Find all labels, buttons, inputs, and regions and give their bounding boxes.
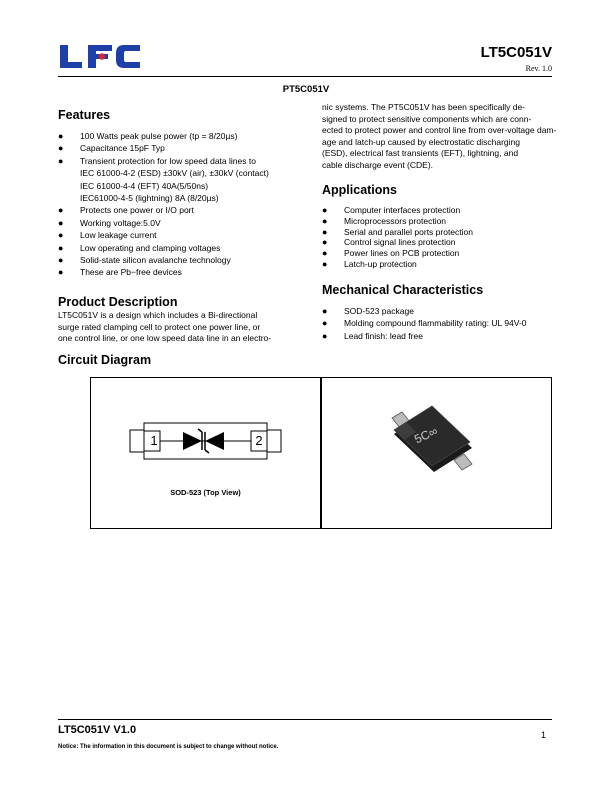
feature-item: ● Capacitance 15pF Typ xyxy=(58,143,165,154)
description-line: one control line, or one low speed data line in an electro- xyxy=(58,333,272,344)
bullet-icon: ● xyxy=(322,226,328,237)
pin1-label: 1 xyxy=(150,433,158,448)
bullet-icon: ● xyxy=(58,217,64,228)
description-line: signed to protect sensitive components which are conn- xyxy=(322,113,532,124)
features-section xyxy=(58,108,308,279)
feature-item: ● 100 Watts peak pulse power (tp = 8/20µs) xyxy=(58,131,238,141)
footer-title: LT5C051V V1.0 xyxy=(58,724,137,736)
mechanical-item: ● Lead finish: lead free xyxy=(322,330,423,341)
feature-sub-item: IEC 61000-4-2 (ESD) ±30kV (air), ±30kV (contact) xyxy=(80,168,269,179)
bullet-icon: ● xyxy=(322,205,328,215)
description-line: cable discharge event (CDE). xyxy=(322,159,434,170)
description-line: ected to protect power and control line from over-voltage dam- xyxy=(322,125,557,136)
feature-item: ● Solid-state silicon avalanche technology xyxy=(58,255,231,266)
description-line: LT5C051V is a design which includes a Bi-directional xyxy=(58,310,258,320)
mechanical-item: ● Molding compound flammability rating: UL 94V-0 xyxy=(322,318,527,329)
bullet-icon: ● xyxy=(322,318,328,329)
description-line: nic systems. The PT5C051V has been specifically de- xyxy=(322,102,525,112)
feature-item: ● Low leakage current xyxy=(58,230,157,241)
product-description-section xyxy=(58,295,308,345)
footer-notice: Notice: The information in this document is subject to change without notice. xyxy=(58,744,279,750)
package-caption: SOD-523 (Top View) xyxy=(170,488,241,497)
feature-item: ● Low operating and clamping voltages xyxy=(58,242,221,253)
bullet-icon: ● xyxy=(58,205,64,216)
product-description-heading: Product Description xyxy=(58,295,178,309)
description-line: surge rated clamping cell to protect one power line, or xyxy=(58,321,261,332)
page-number: 1 xyxy=(540,730,546,740)
features-heading: Features xyxy=(58,108,111,122)
applications-heading: Applications xyxy=(322,183,398,197)
footer-rule xyxy=(58,719,552,720)
part-number: LT5C051V xyxy=(480,44,552,61)
mechanical-section xyxy=(322,283,558,342)
application-item: ● Microprocessors protection xyxy=(322,215,447,226)
bullet-icon: ● xyxy=(58,155,64,166)
package-photo-box xyxy=(321,377,552,529)
application-item: ● Latch-up protection xyxy=(322,258,417,269)
application-item: ● Control signal lines protection xyxy=(322,237,456,248)
bullet-icon: ● xyxy=(58,267,64,278)
circuit-heading: Circuit Diagram xyxy=(58,353,152,367)
bullet-icon: ● xyxy=(58,131,64,141)
feature-item: ● Protects one power or I/O port xyxy=(58,205,194,216)
revision: Rev. 1.0 xyxy=(525,64,552,73)
application-item: ● Computer interfaces protection xyxy=(322,205,461,215)
applications-section xyxy=(322,183,558,270)
circuit-schematic xyxy=(91,378,320,528)
header-rule xyxy=(58,76,552,77)
feature-sub-item: IEC 61000-4-4 (EFT) 40A(5/50ns) xyxy=(80,180,209,191)
mechanical-heading: Mechanical Characteristics xyxy=(322,283,484,297)
bullet-icon: ● xyxy=(322,306,328,316)
bullet-icon: ● xyxy=(58,242,64,253)
feature-sub-item: IEC61000-4-5 (lightning) 8A (8/20µs) xyxy=(80,193,219,204)
package-marking: 5C∞ xyxy=(412,423,440,447)
bullet-icon: ● xyxy=(322,248,328,259)
application-item: ● Power lines on PCB protection xyxy=(322,248,460,259)
package-illustration xyxy=(322,378,551,528)
feature-item: ● Transient protection for low speed data lines to xyxy=(58,155,256,166)
bullet-icon: ● xyxy=(58,255,64,266)
description-continued xyxy=(322,102,558,172)
description-line: (ESD), electrical fast transients (EFT), lightning, and xyxy=(322,148,519,159)
bullet-icon: ● xyxy=(322,215,328,226)
bullet-icon: ● xyxy=(322,330,328,341)
circuit-diagram-box xyxy=(90,377,321,529)
bullet-icon: ● xyxy=(58,230,64,241)
bullet-icon: ● xyxy=(322,237,328,248)
feature-item: ● Working voltage:5.0V xyxy=(58,217,161,228)
page-subtitle: PT5C051V xyxy=(282,84,330,95)
pin2-label: 2 xyxy=(255,433,263,448)
description-line: age and latch-up caused by electrostatic discharging xyxy=(322,136,520,147)
bullet-icon: ● xyxy=(58,143,64,154)
application-item: ● Serial and parallel ports protection xyxy=(322,226,473,237)
company-logo xyxy=(58,44,142,70)
feature-item: ● These are Pb−free devices xyxy=(58,267,182,278)
bullet-icon: ● xyxy=(322,258,328,269)
mechanical-item: ● SOD-523 package xyxy=(322,306,414,316)
